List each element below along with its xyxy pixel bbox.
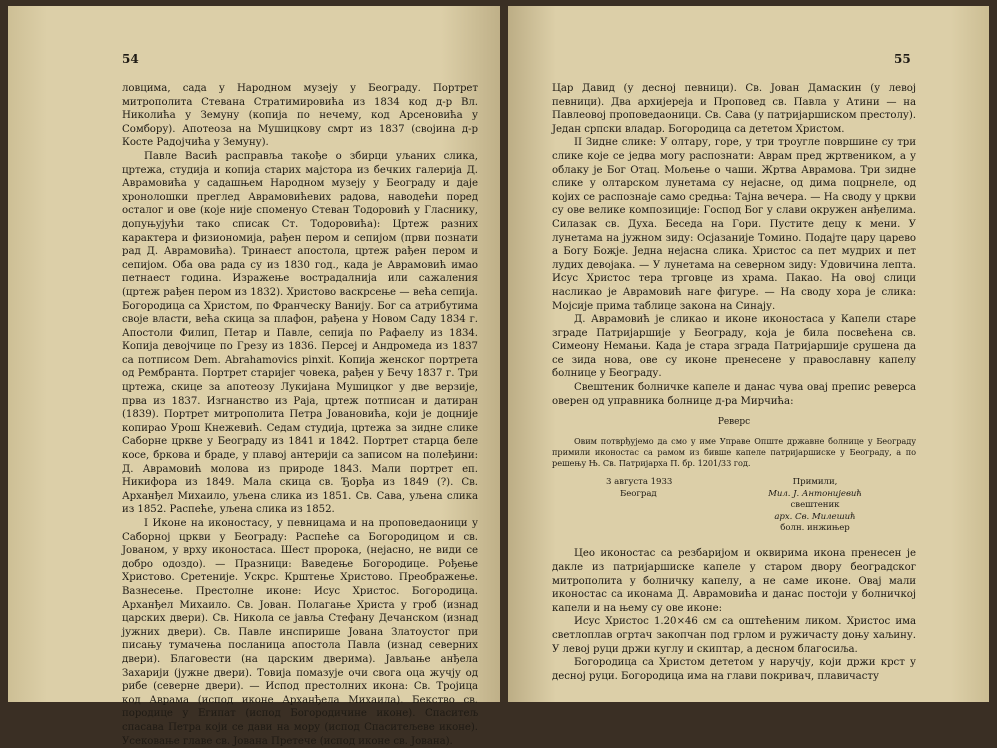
signature-name-2: арх. Св. Милешић xyxy=(774,511,856,522)
revers-body: Овим потврђујемо да смо у име Управе Опште државне болнице у Београду примили иконостас са рамом из бивше капеле патријаршиске у Београду, а по решењу Њ. Св. Патријарха П. бр. 1201/33 год. xyxy=(552,435,916,469)
paragraph: Цар Давид (у десној певници). Св. Јован Дамаскин (у левој певници). Два архијереја и Проповед св. Павла у Атини — на Павлеовој проповедаоници. Св. Сава (у патријаршиском престолу). Један српски владар. Богородица са дететом Христом. xyxy=(552,83,916,135)
paragraph: Д. Аврамовић је сликао и иконе иконостаса у Капели старе зграде Патријаршије у Београду, која је била посвећена св. Симеону Немањи. Када је стара зграда Патријаршије срушена да се зида нова, ове су иконе пренесене у православну капелу болнице у Београду. xyxy=(552,314,916,380)
left-page-text xyxy=(122,82,478,748)
paragraph: Богородица са Христом дететом у наручју, који држи крст у десној руци. Богородица има на глави покривач, плавичасту xyxy=(552,657,916,682)
page-number-right: 55 xyxy=(894,52,911,66)
book-gutter xyxy=(500,6,508,702)
signature-names-block xyxy=(740,477,890,535)
signature-date-block xyxy=(606,477,672,500)
signature-name-1: Мил. Ј. Антонијевић xyxy=(768,488,862,499)
signature-role-2: болн. инжињер xyxy=(780,523,850,534)
book-spread xyxy=(8,6,989,747)
paragraph: Цео иконостас са резбаријом и оквирима икона пренесен је дакле из патријаршиске капеле у старом двору београдског митрополита у болничку капелу, а не саме иконе. Овај мали иконостас са иконама Д. Аврамовића и данас постоји у болничкој капели и на њему су ове иконе: xyxy=(552,548,916,614)
right-page-text xyxy=(552,82,916,683)
signature-role-1: свештеник xyxy=(790,500,840,511)
signature-date: 3 августа 1933 xyxy=(606,477,673,488)
paragraph: Павле Васић расправља такође о збирци уљаних слика, цртежа, студија и копија старих мајстора из бечких галерија Д. Аврамовића у садашњем Народном музеју у Београду и даје хронолошки преглед Аврамовићевих радова, наводећи поред осталог и ове (које није споменуо Стеван Тодоровић у Гласнику, допуњујући тако списак Ст. Тодоровића): Цртеж разних карактера и физиономија, рађен пером и сепијом (први познати рад Д. Аврамовића). Тринаест апостола, цртеж рађен пером и сепијом. Оба ова рада су из 1830 год., када је Аврамовић имао петнаест година. Изражење вострадалнија или сажаления (цртеж рађен пером из 1832). Христово васкрсење — већа сепија. Богородица са Христом, по Франческу Ванију. Бог са атрибутима своје власти, већа скица за плафон, рађена у Новом Саду 1834 г. Апостоли Филип, Петар и Павле, сепија по Рафаелу из 1834. Копија девојчице по Грезу из 1836. Персеј и Андромеда из 1837 са потписом Dem. Abrahamovics pinxit. Копија женског портрета од Рембранта. Портрет старијег човека, рађен у Бечу 1837 г. Три цртежа, скице за апотеозу Лукијана Мушицког у две верзије, прва из 1837. Изгнанство из Раја, цртеж потписан и датиран (1839). Портрет митрополита Петра Јовановића, који је доцније копирао Урош Кнежевић. Седам студија, цртежа за зидне слике Саборне цркве у Београду из 1841 и 1842. Портрет старца беле косе, бркова и браде, у плавој антерији са записом на полеђини: Д. Аврамовић молова из природе 1843. Мали портрет еп. Никифора из 1849. Мала скица св. Ђорђа из 1849 (?). Св. Арханђел Михаило, уљена слика из 1851. Св. Сава, уљена слика из 1852. Распеће, уљена слика из 1852. xyxy=(122,150,478,516)
signature-block xyxy=(552,477,916,547)
paragraph: I Иконе на иконостасу, у певницама и на проповедаоници у Саборној цркви у Београду: Распеће са Богородицом и св. Јованом, у врху иконостаса. Шест пророка, (нејасно, не види се добро одоздо). — Празници: Ваведење Богородице. Рођење Христово. Сретеније. Ускрс. Крштење Христово. Преображење. Вазнесење. Престолне иконе: Исус Христос. Богородица. Арханђел Михаило. Св. Јован. Полагање Христа у гроб (изнад царских двери). Св. Никола се јавља Стефану Дечанском (изнад јужних двери). Св. Павле инспирише Јована Златоустог при писању тумачења посланица апостола Павла (изнад северних двери). Благовести (на царским дверима). Јављање анђела Захарији (јужне двери). Товија помазује очи свога оца жучју од рибе (северне двери). — Испод престолних икона: Св. Тројица код Аврама (испод иконе Арханђела Михаила). Бекство св. породице у Египат (испод Богородичине иконе). Спаситељ спасава Петра који се дави на мору (испод Спаситељеве иконе). Усековање главе св. Јована Претече (испод иконе св. Јована). xyxy=(122,518,478,747)
page-number-left: 54 xyxy=(122,52,139,66)
revers-title: Реверс xyxy=(717,417,751,428)
paragraph: Свештеник болничке капеле и данас чува овај препис реверса оверен од управника болнице д-ра Мирчића: xyxy=(552,382,916,407)
signature-city: Београд xyxy=(620,488,657,499)
paragraph: Исус Христос 1.20×46 см са оштећеним ликом. Христос има светлоплав огртач закопчан под грлом и ружичасту доњу хаљину. У левој руци држи куглу и скиптар, а десном благосиља. xyxy=(552,616,916,655)
paragraph: ловцима, сада у Народном музеју у Београду. Портрет митрополита Стевана Стратимировића из 1834 код д-р Вл. Николића у Земуну (копија по нечему, код Арсеновића у Сомбору). Апотеоза на Мушицкову смрт из 1837 (својина д-р Косте Радојчића у Земуну). xyxy=(122,83,478,149)
paragraph: II Зидне слике: У олтару, горе, у три троугле површине су три слике које се једва могу распознати: Аврам пред жртвеником, а у облаку је Бог Отац. Мољење о чаши. Жртва Аврамова. Три зидне слике у олтарском лунетама су нејасне, од дима поцрнеле, од којих се распознаје само средња: Тајна вечера. — На своду у цркви су ове велике композиције: Господ Бог у слави окружен анђелима. Силазак св. Духа. Беседа на Гори. Пустите децу к мени. У лунетама на јужном зиду: Осјазаније Томино. Подајте цару царево а Богу Божје. Једна нејасна слика. Христос са пет мудрих и пет лудих девојака. — У лунетама на северном зиду: Удовичина лепта. Исус Христос тера трговце из храма. Пакао. На овој слици насликао је Аврамовић наге фигуре. — На своду хора је слика: Мојсије прима таблице закона на Синају. xyxy=(552,137,916,312)
signature-received: Примили, xyxy=(792,477,838,488)
left-page xyxy=(8,6,500,747)
right-page xyxy=(508,6,989,702)
